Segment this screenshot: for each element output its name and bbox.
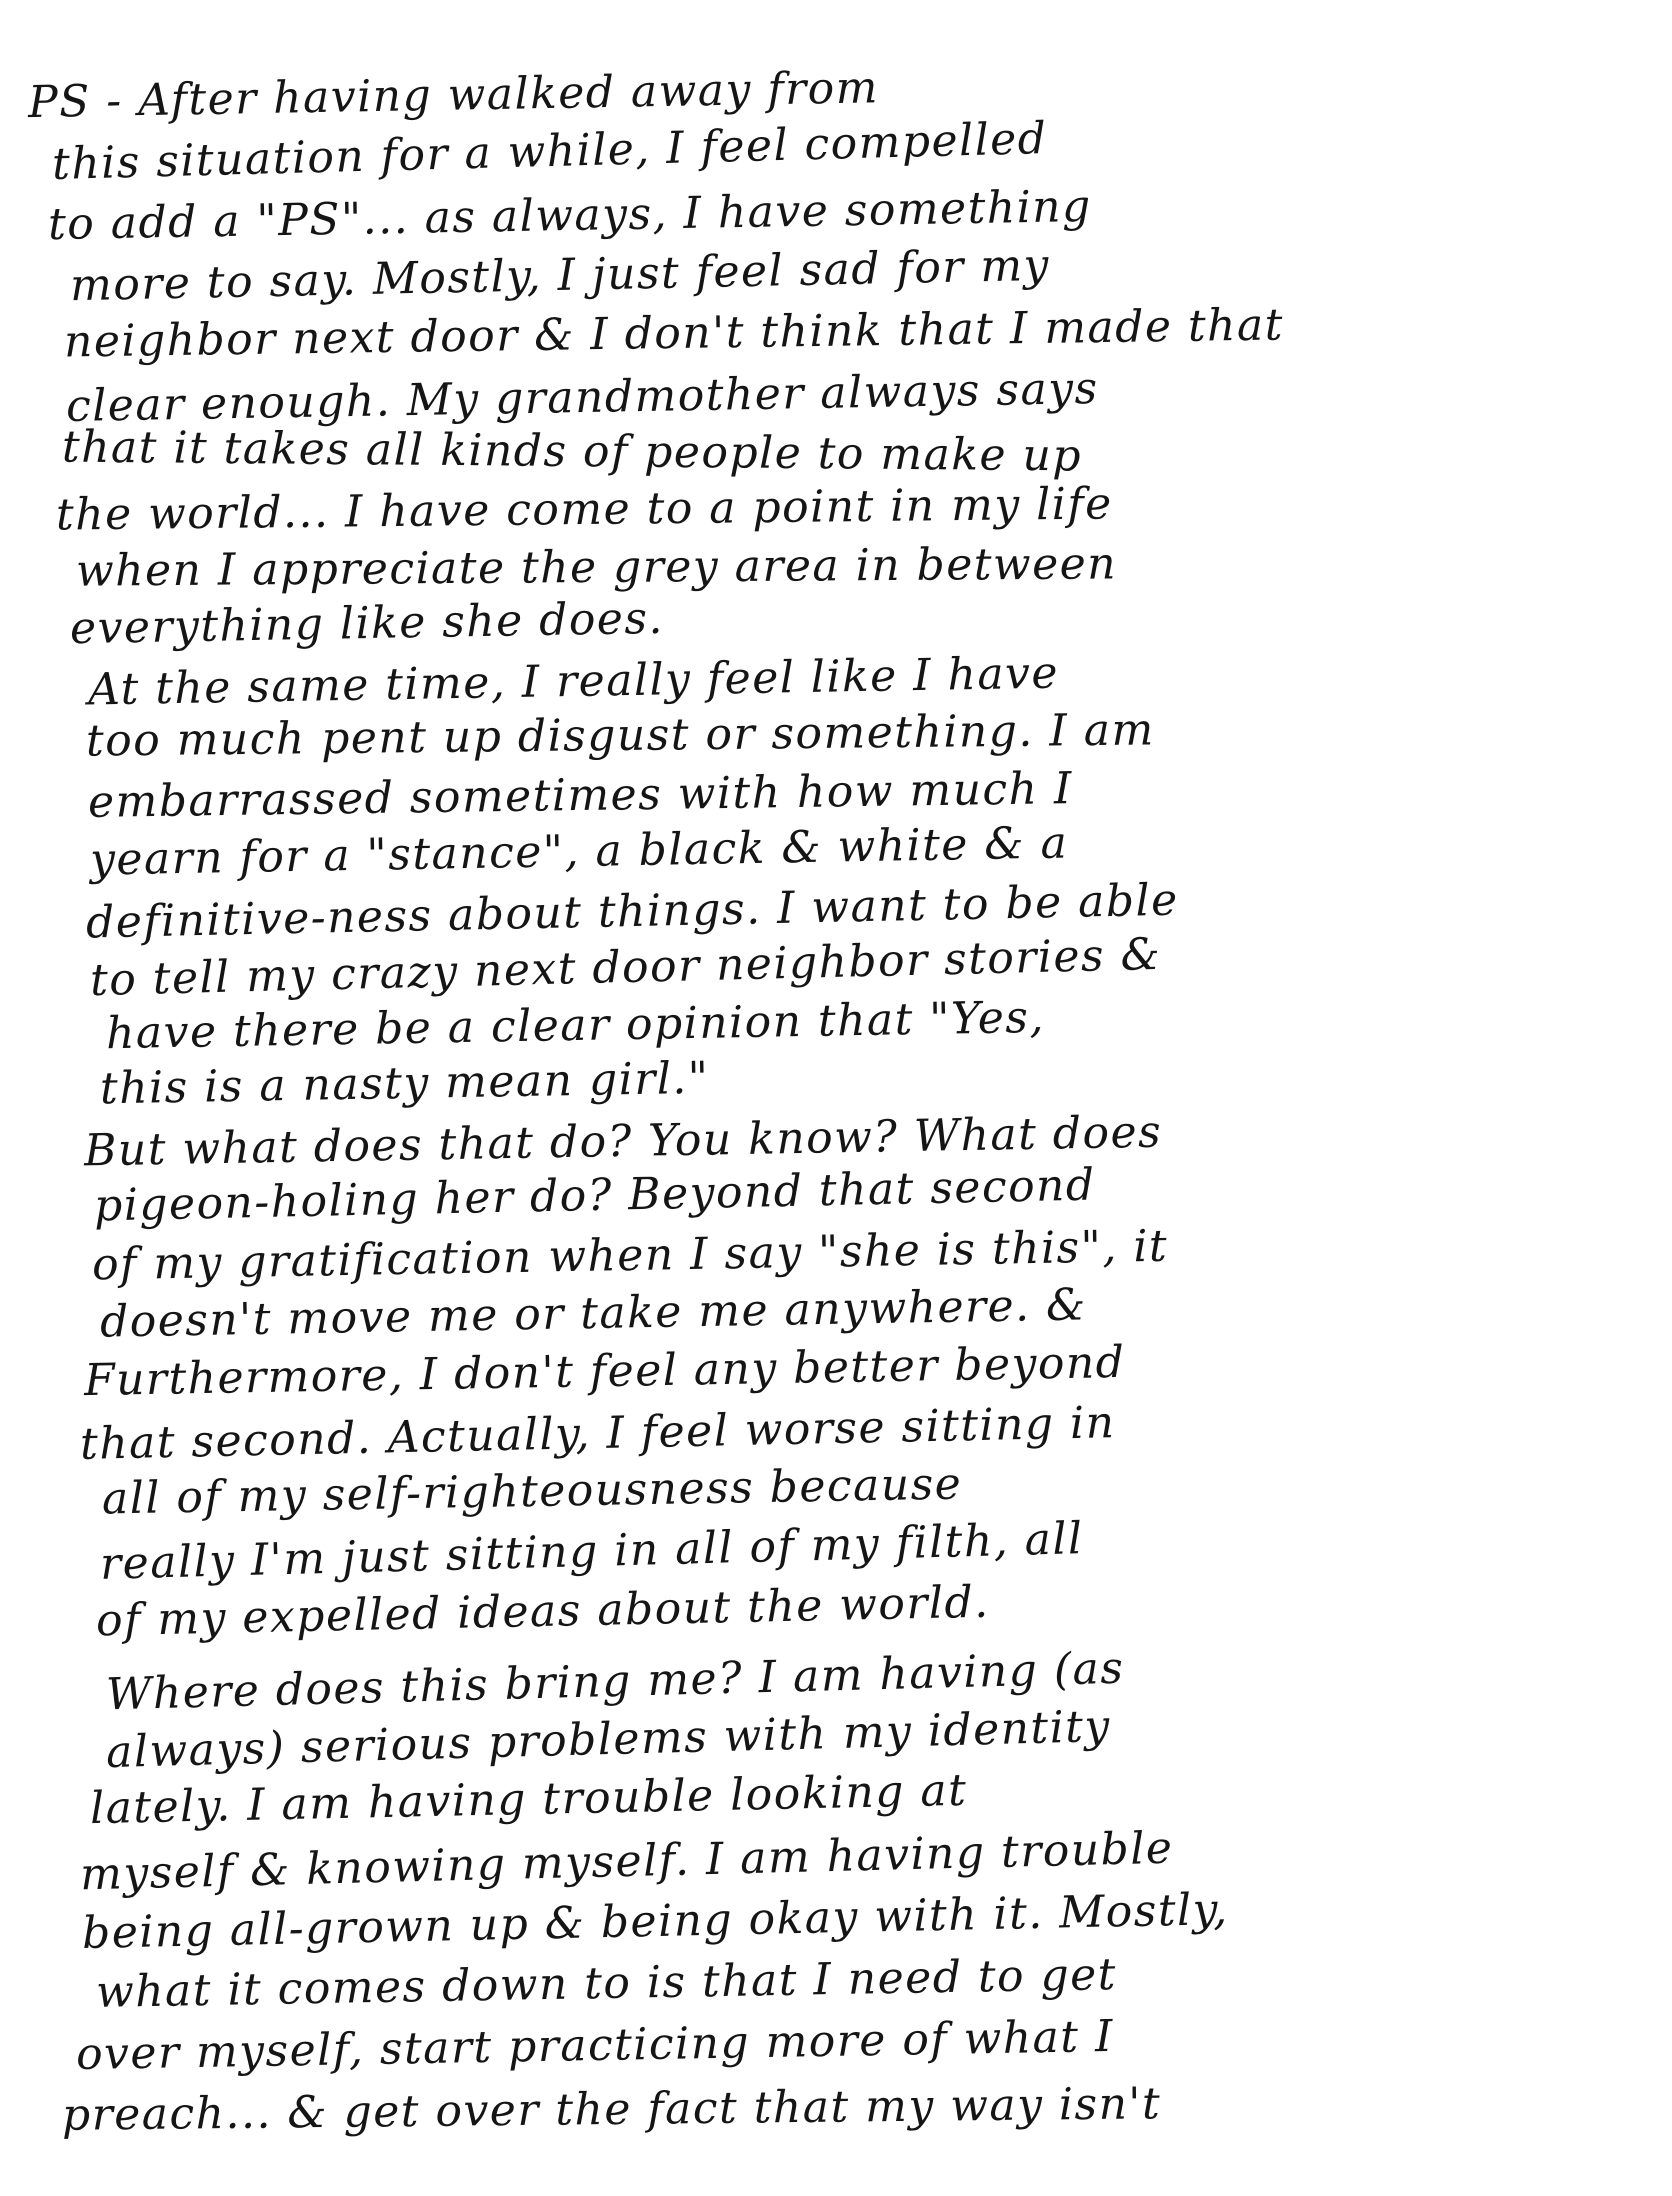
text-line: too much pent up disgust or something. I am (85, 704, 1155, 767)
text-line: embarrassed sometimes with how much I (87, 763, 1074, 828)
text-line: definitive-ness about things. I want to be able (85, 874, 1180, 949)
text-line: all of my self-righteousness because (101, 1458, 963, 1525)
text-line: preach... & get over the fact that my way isn't (61, 2078, 1162, 2141)
text-line: myself & knowing myself. I am having trouble (79, 1822, 1174, 1901)
text-line: doesn't move me or take me anywhere. & (99, 1279, 1088, 1348)
text-line: But what does that do? You know? What does (83, 1106, 1163, 1177)
text-line: that second. Actually, I feel worse sitting in (79, 1397, 1116, 1470)
text-line: what it comes down to is that I need to get (95, 1949, 1118, 2018)
text-line: everything like she does. (69, 592, 665, 655)
text-line: have there be a clear opinion that "Yes, (105, 991, 1046, 1060)
text-line: of my expelled ideas about the world. (95, 1576, 991, 1647)
text-line: when I appreciate the grey area in between (75, 538, 1118, 597)
text-line: over myself, start practicing more of what I (75, 2010, 1115, 2081)
text-line: really I'm just sitting in all of my filth, all (99, 1513, 1085, 1590)
text-line: being all-grown up & being okay with it. Mostly, (81, 1883, 1230, 1960)
text-line: of my gratification when I say "she is this", it (91, 1220, 1169, 1291)
text-line: more to say. Mostly, I just feel sad for my (69, 239, 1051, 312)
text-line: Where does this bring me? I am having (as (105, 1642, 1125, 1721)
text-line: always) serious problems with my identity (105, 1700, 1112, 1779)
text-line: to add a "PS"... as always, I have something (47, 180, 1093, 251)
text-line: clear enough. My grandmother always says (65, 362, 1100, 433)
text-line: lately. I am having trouble looking at (89, 1764, 968, 1835)
text-line: this situation for a while, I feel compelled (51, 112, 1048, 191)
text-line: neighbor next door & I don't think that I made that (63, 299, 1285, 368)
text-line: At the same time, I really feel like I have (87, 647, 1060, 716)
text-line: to tell my crazy next door neighbor stories & (89, 928, 1162, 1007)
text-line: the world... I have come to a point in my life (55, 478, 1113, 541)
text-line: yearn for a "stance", a black & white & a (89, 817, 1069, 886)
text-line: that it takes all kinds of people to make up (61, 421, 1083, 482)
text-line: this is a nasty mean girl." (99, 1052, 710, 1115)
text-line: PS - After having walked away from (27, 62, 880, 129)
text-line: Furthermore, I don't feel any better beyond (83, 1336, 1126, 1407)
text-line: pigeon-holing her do? Beyond that second (93, 1159, 1097, 1232)
